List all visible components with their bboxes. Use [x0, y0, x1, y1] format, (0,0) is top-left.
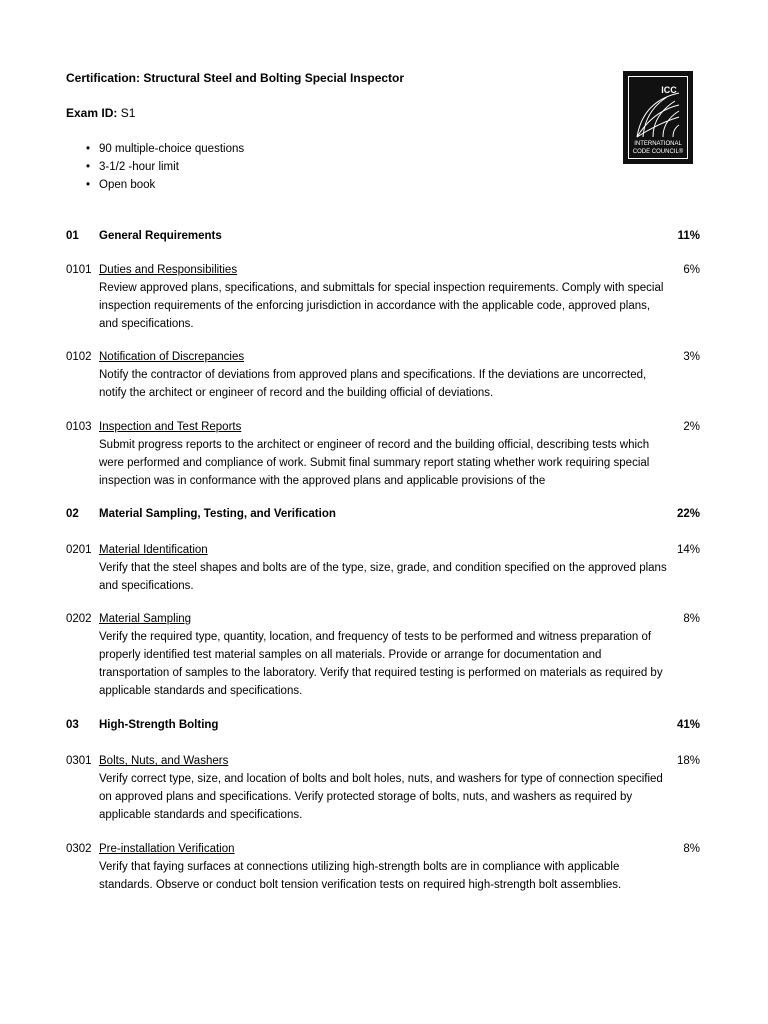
list-item: • 90 multiple-choice questions [86, 140, 244, 158]
list-item: • 3-1/2 -hour limit [86, 158, 244, 176]
exam-id-value: S1 [120, 106, 136, 120]
item-description: Notify the contractor of deviations from approved plans and specifications. If the deviations are uncorrected, notify the architect or engineer of record and the building official of deviations. [99, 369, 647, 399]
section-weight: 41% [676, 719, 700, 731]
item-weight: 8% [683, 843, 700, 855]
item-title: Material Sampling [99, 613, 192, 625]
section-header [66, 506, 700, 522]
exam-id [66, 106, 135, 120]
section-title: General Requirements [99, 230, 222, 242]
item-code: 0101 [66, 264, 92, 276]
item-description: Verify that the steel shapes and bolts are of the type, size, grade, and condition specified on the approved plans and specifications. [99, 562, 667, 592]
item-description: Submit progress reports to the architect or engineer of record and the building official, describing tests which were performed and compliance of work. Submit final summary report stating whether work requiring special inspection was in conformance with the approved plans and applicable provisions of the [99, 439, 650, 487]
item-weight: 3% [683, 351, 700, 363]
item-title: Notification of Discrepancies [99, 351, 245, 363]
section-code: 01 [66, 230, 79, 242]
section-title: High-Strength Bolting [99, 719, 219, 731]
item-code: 0202 [66, 613, 92, 625]
item-title: Bolts, Nuts, and Washers [99, 755, 229, 767]
section-weight: 22% [676, 508, 700, 520]
logo-line1: INTERNATIONAL [634, 141, 682, 147]
item-description: Verify correct type, size, and location of bolts and bolt holes, nuts, and washers for type of connection specified on approved plans and specifications. Verify protected storage of bolts, nuts, and washers as required by applicable standards and specifications. [99, 773, 663, 821]
section-header [66, 717, 700, 733]
item-weight: 14% [676, 544, 700, 556]
globe-icon [623, 71, 693, 164]
item-code: 0201 [66, 544, 92, 556]
item-code: 0301 [66, 755, 92, 767]
section-weight: 11% [677, 230, 700, 242]
logo-line2: CODE COUNCIL® [632, 149, 684, 155]
section-code: 03 [66, 719, 79, 731]
list-item: • Open book [86, 176, 244, 194]
item-description: Verify the required type, quantity, location, and frequency of tests to be performed and witness preparation of properly identified test material samples on all materials. Provide or arrange for documentation and transportation of samples to the laboratory. Verify that required testing is performed on materials as required by applicable standards and specifications. [99, 631, 663, 697]
item-description: Review approved plans, specifications, and submittals for special inspection requirements. Comply with special inspection requirements of the enforcing jurisdiction in accordance with the applicable code, approved plans, and specifications. [99, 282, 664, 330]
item-title: Pre-installation Verification [99, 843, 235, 855]
item-weight: 2% [683, 421, 700, 433]
item-weight: 6% [683, 264, 700, 276]
item-title: Material Identification [99, 544, 208, 556]
item-title: Inspection and Test Reports [99, 421, 242, 433]
item-code: 0102 [66, 351, 92, 363]
item-code: 0103 [66, 421, 92, 433]
exam-details-list [86, 140, 244, 194]
section-title: Material Sampling, Testing, and Verification [99, 508, 336, 520]
item-weight: 18% [676, 755, 700, 767]
icc-logo [623, 71, 693, 164]
item-description: Verify that faying surfaces at connections utilizing high-strength bolts are in compliance with applicable standards. Observe or conduct bolt tension verification tests on required high-strength bolt assemblies. [99, 861, 622, 891]
exam-id-label: Exam ID: [66, 106, 118, 120]
logo-acronym: ICC [661, 85, 677, 95]
section-code: 02 [66, 508, 79, 520]
item-weight: 8% [683, 613, 700, 625]
certification-title: Certification: Structural Steel and Bolting Special Inspector [66, 71, 405, 85]
item-title: Duties and Responsibilities [99, 264, 238, 276]
item-code: 0302 [66, 843, 92, 855]
section-header [66, 228, 700, 244]
